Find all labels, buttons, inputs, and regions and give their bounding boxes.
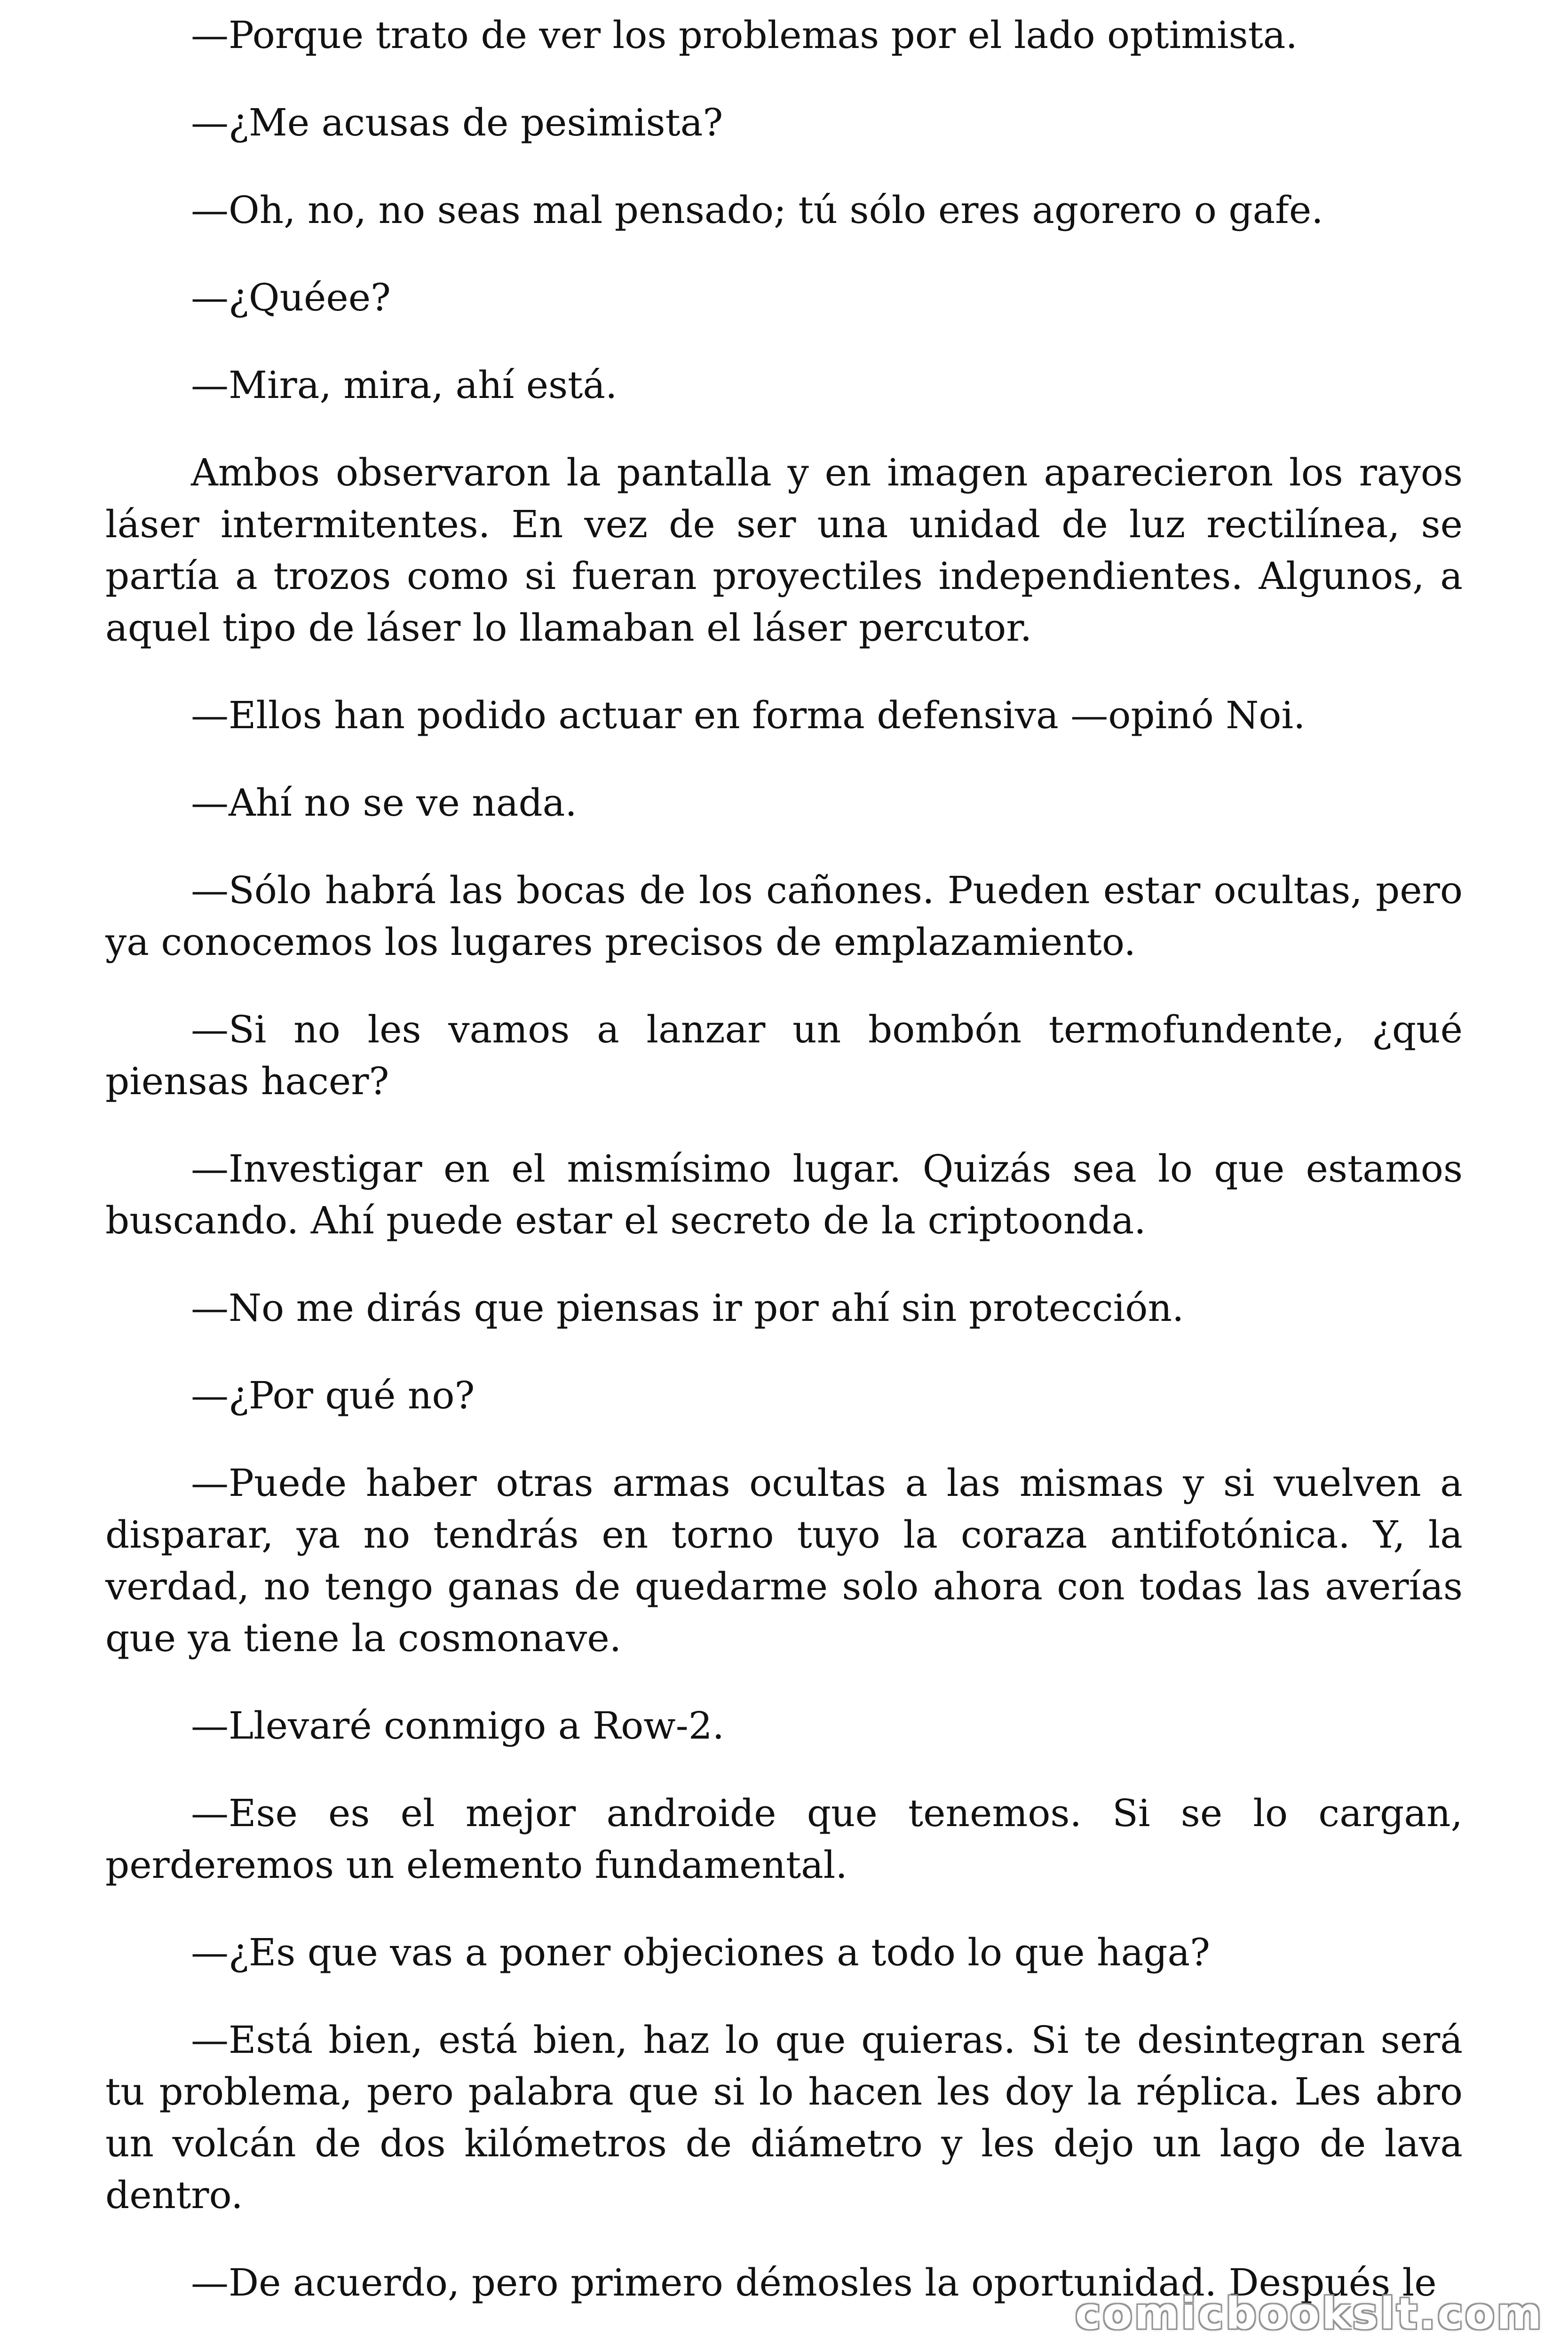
paragraph: —¿Es que vas a poner objeciones a todo lo que haga? — [191, 1931, 1211, 1974]
paragraph: —De acuerdo, pero primero démosles la oportunidad. Después le — [191, 2261, 1437, 2304]
paragraph: —Sólo habrá las bocas de los cañones. Pueden estar ocultas, pero ya conocemos los lugares precisos de emplazamiento. — [105, 868, 1463, 964]
paragraph: Ambos observaron la pantalla y en imagen aparecieron los rayos láser intermitentes. En vez de ser una unidad de luz rectilínea, se partía a trozos como si fueran proyectiles independientes. Algunos, a aquel tipo de láser lo llamaban el láser percutor. — [105, 451, 1463, 650]
paragraph: —¿Por qué no? — [191, 1374, 475, 1417]
paragraph: —Llevaré conmigo a Row-2. — [191, 1704, 725, 1748]
paragraph: —Está bien, está bien, haz lo que quieras. Si te desintegran será tu problema, pero palabra que si lo hacen les doy la réplica. Les abro un volcán de dos kilómetros de diámetro y les dejo un lago de lava dentro. — [105, 2018, 1463, 2217]
watermark: comicbookslt.com — [1075, 2288, 1544, 2339]
paragraph: —No me dirás que piensas ir por ahí sin protección. — [191, 1286, 1184, 1330]
paragraph: —Investigar en el mismísimo lugar. Quizás sea lo que estamos buscando. Ahí puede estar el secreto de la criptoonda. — [105, 1147, 1463, 1242]
paragraph: —Ellos han podido actuar en forma defensiva —opinó Noi. — [191, 693, 1306, 737]
paragraph: —Oh, no, no seas mal pensado; tú sólo eres agorero o gafe. — [191, 188, 1323, 232]
paragraph: —Mira, mira, ahí está. — [191, 363, 618, 407]
paragraph: —Si no les vamos a lanzar un bombón termofundente, ¿qué piensas hacer? — [105, 1008, 1463, 1103]
paragraph: —Puede haber otras armas ocultas a las mismas y si vuelven a disparar, ya no tendrás en torno tuyo la coraza antifotónica. Y, la verdad, no tengo ganas de quedarme solo ahora con todas las averías que ya tiene la cosmonave. — [105, 1461, 1463, 1660]
paragraph: —Porque trato de ver los problemas por el lado optimista. — [191, 13, 1298, 57]
paragraph: —Ese es el mejor androide que tenemos. Si se lo cargan, perderemos un elemento fundamental. — [105, 1791, 1463, 1887]
paragraph: —¿Quéee? — [191, 276, 391, 319]
paragraph: —Ahí no se ve nada. — [191, 781, 577, 825]
paragraph: —¿Me acusas de pesimista? — [191, 101, 723, 144]
page-body-text — [105, 9, 1463, 2344]
